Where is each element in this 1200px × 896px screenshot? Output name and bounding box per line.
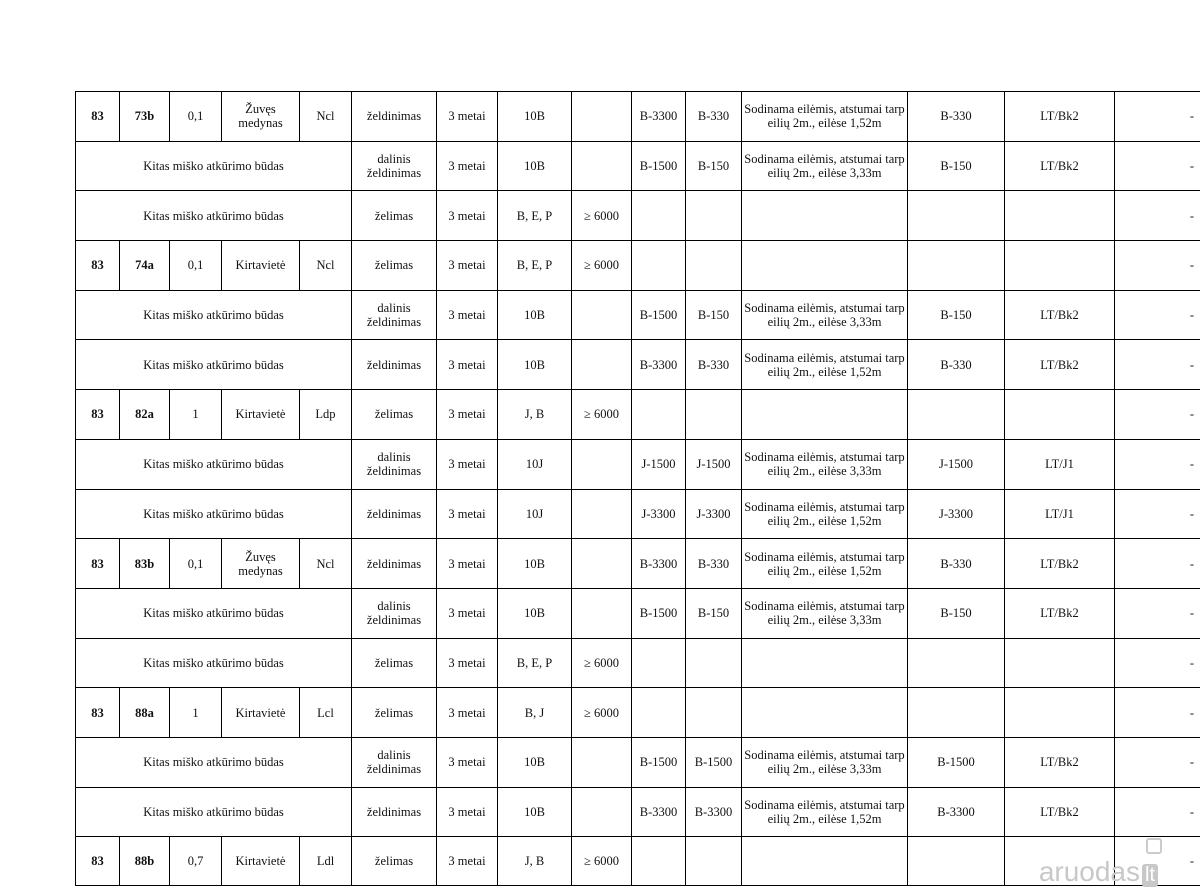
cell-m: želimas	[351, 390, 436, 439]
cell-x: -	[1114, 340, 1200, 389]
cell-note	[741, 837, 907, 885]
cell-d	[571, 142, 631, 191]
cell-s1: J-1500	[631, 440, 685, 489]
table-row-alternative	[75, 588, 1200, 638]
cell-t: 3 metai	[436, 539, 497, 588]
table-row	[75, 91, 1200, 141]
cell-s1	[631, 688, 685, 737]
watermark-icon	[1146, 838, 1162, 854]
cell-cat: Lcl	[299, 688, 351, 737]
cell-a: 0,7	[169, 837, 221, 885]
cell-t: 3 metai	[436, 738, 497, 787]
cell-alt-label: Kitas miško atkūrimo būdas	[75, 639, 351, 688]
cell-x: -	[1114, 241, 1200, 290]
cell-s2	[685, 191, 741, 240]
cell-code: LT/J1	[1004, 440, 1114, 489]
cell-m: dalinis želdinimas	[351, 738, 436, 787]
cell-m: dalinis želdinimas	[351, 589, 436, 638]
cell-s3: J-1500	[907, 440, 1004, 489]
cell-note: Sodinama eilėmis, atstumai tarp eilių 2m., eilėse 1,52m	[741, 788, 907, 837]
cell-code	[1004, 390, 1114, 439]
cell-code	[1004, 688, 1114, 737]
cell-x: -	[1114, 390, 1200, 439]
table-row	[75, 538, 1200, 588]
cell-x: -	[1114, 738, 1200, 787]
cell-d: ≥ 6000	[571, 390, 631, 439]
cell-s1: B-1500	[631, 589, 685, 638]
cell-s3: B-330	[907, 92, 1004, 141]
cell-s2	[685, 639, 741, 688]
cell-m: želimas	[351, 639, 436, 688]
cell-m: želdinimas	[351, 490, 436, 539]
cell-d	[571, 92, 631, 141]
cell-d	[571, 589, 631, 638]
cell-s2	[685, 241, 741, 290]
cell-alt-label: Kitas miško atkūrimo būdas	[75, 291, 351, 340]
table-row-alternative	[75, 290, 1200, 340]
table-row	[75, 240, 1200, 290]
cell-x: -	[1114, 490, 1200, 539]
cell-s3	[907, 390, 1004, 439]
cell-t: 3 metai	[436, 837, 497, 885]
cell-s3	[907, 688, 1004, 737]
cell-note	[741, 688, 907, 737]
cell-code: LT/Bk2	[1004, 788, 1114, 837]
cell-s2: B-150	[685, 291, 741, 340]
cell-d	[571, 340, 631, 389]
cell-q: 83	[75, 92, 119, 141]
cell-m: želdinimas	[351, 539, 436, 588]
cell-m: želdinimas	[351, 92, 436, 141]
cell-d: ≥ 6000	[571, 688, 631, 737]
table-row-alternative	[75, 339, 1200, 389]
cell-d	[571, 738, 631, 787]
cell-s3: B-330	[907, 340, 1004, 389]
cell-d	[571, 788, 631, 837]
cell-a: 0,1	[169, 241, 221, 290]
cell-x: -	[1114, 688, 1200, 737]
cell-code	[1004, 191, 1114, 240]
table-row-alternative	[75, 787, 1200, 837]
cell-alt-label: Kitas miško atkūrimo būdas	[75, 340, 351, 389]
cell-code	[1004, 241, 1114, 290]
cell-s: 73b	[119, 92, 169, 141]
cell-s3	[907, 639, 1004, 688]
table-row-alternative	[75, 489, 1200, 539]
cell-x: -	[1114, 440, 1200, 489]
cell-s: 82a	[119, 390, 169, 439]
cell-s2: B-150	[685, 142, 741, 191]
cell-sp: J, B	[497, 837, 571, 885]
cell-d: ≥ 6000	[571, 639, 631, 688]
cell-t: 3 metai	[436, 688, 497, 737]
cell-x: -	[1114, 539, 1200, 588]
cell-t: 3 metai	[436, 788, 497, 837]
cell-s: 88a	[119, 688, 169, 737]
cell-m: želimas	[351, 191, 436, 240]
cell-cat: Ncl	[299, 92, 351, 141]
cell-s1: B-3300	[631, 92, 685, 141]
cell-s2: J-3300	[685, 490, 741, 539]
cell-cat: Ncl	[299, 241, 351, 290]
cell-alt-label: Kitas miško atkūrimo būdas	[75, 142, 351, 191]
cell-m: želimas	[351, 688, 436, 737]
cell-m: želdinimas	[351, 340, 436, 389]
cell-d	[571, 291, 631, 340]
cell-note: Sodinama eilėmis, atstumai tarp eilių 2m., eilėse 3,33m	[741, 589, 907, 638]
cell-alt-label: Kitas miško atkūrimo būdas	[75, 490, 351, 539]
cell-code	[1004, 639, 1114, 688]
cell-sp: 10B	[497, 142, 571, 191]
table-row	[75, 687, 1200, 737]
cell-d: ≥ 6000	[571, 191, 631, 240]
cell-x: -	[1114, 837, 1200, 885]
cell-alt-label: Kitas miško atkūrimo būdas	[75, 738, 351, 787]
cell-x: -	[1114, 191, 1200, 240]
cell-s3: B-150	[907, 142, 1004, 191]
cell-s2: B-150	[685, 589, 741, 638]
cell-s2: B-330	[685, 539, 741, 588]
cell-note: Sodinama eilėmis, atstumai tarp eilių 2m., eilėse 3,33m	[741, 738, 907, 787]
table-row-alternative	[75, 439, 1200, 489]
cell-sp: 10B	[497, 291, 571, 340]
cell-sp: B, E, P	[497, 191, 571, 240]
table-row-alternative	[75, 737, 1200, 787]
cell-s1: B-1500	[631, 291, 685, 340]
cell-x: -	[1114, 589, 1200, 638]
cell-m: dalinis želdinimas	[351, 291, 436, 340]
cell-d	[571, 539, 631, 588]
cell-s: 74a	[119, 241, 169, 290]
cell-x: -	[1114, 639, 1200, 688]
cell-s3	[907, 191, 1004, 240]
cell-s3: B-330	[907, 539, 1004, 588]
cell-s1	[631, 390, 685, 439]
cell-q: 83	[75, 539, 119, 588]
cell-s: 88b	[119, 837, 169, 885]
cell-sp: 10B	[497, 788, 571, 837]
cell-cat: Ldp	[299, 390, 351, 439]
cell-s3: B-3300	[907, 788, 1004, 837]
cell-t: 3 metai	[436, 291, 497, 340]
cell-s1: B-1500	[631, 142, 685, 191]
cell-sp: B, J	[497, 688, 571, 737]
cell-sp: 10J	[497, 440, 571, 489]
cell-s3: J-3300	[907, 490, 1004, 539]
cell-alt-label: Kitas miško atkūrimo būdas	[75, 440, 351, 489]
cell-s1: B-3300	[631, 340, 685, 389]
cell-m: želimas	[351, 241, 436, 290]
cell-code: LT/J1	[1004, 490, 1114, 539]
cell-s3	[907, 241, 1004, 290]
cell-s2: B-3300	[685, 788, 741, 837]
cell-d	[571, 440, 631, 489]
cell-s1: B-3300	[631, 539, 685, 588]
table-row-alternative	[75, 190, 1200, 240]
cell-q: 83	[75, 688, 119, 737]
cell-a: 1	[169, 688, 221, 737]
cell-land: Kirtavietė	[221, 837, 299, 885]
cell-t: 3 metai	[436, 241, 497, 290]
cell-m: želdinimas	[351, 788, 436, 837]
cell-s2	[685, 688, 741, 737]
cell-s2: J-1500	[685, 440, 741, 489]
cell-t: 3 metai	[436, 639, 497, 688]
cell-s1	[631, 639, 685, 688]
cell-s2	[685, 390, 741, 439]
cell-note: Sodinama eilėmis, atstumai tarp eilių 2m., eilėse 1,52m	[741, 490, 907, 539]
cell-s2: B-330	[685, 92, 741, 141]
cell-a: 0,1	[169, 539, 221, 588]
cell-cat: Ldl	[299, 837, 351, 885]
cell-s: 83b	[119, 539, 169, 588]
cell-alt-label: Kitas miško atkūrimo būdas	[75, 191, 351, 240]
cell-note	[741, 191, 907, 240]
cell-d	[571, 490, 631, 539]
cell-s1: B-3300	[631, 788, 685, 837]
cell-cat: Ncl	[299, 539, 351, 588]
cell-land: Žuvęs medynas	[221, 92, 299, 141]
cell-alt-label: Kitas miško atkūrimo būdas	[75, 788, 351, 837]
table-row	[75, 836, 1200, 886]
cell-s3	[907, 837, 1004, 885]
cell-s2: B-330	[685, 340, 741, 389]
cell-s1	[631, 241, 685, 290]
cell-a: 1	[169, 390, 221, 439]
cell-sp: 10B	[497, 738, 571, 787]
forest-restoration-table	[75, 91, 1200, 886]
cell-code: LT/Bk2	[1004, 92, 1114, 141]
cell-t: 3 metai	[436, 440, 497, 489]
cell-land: Kirtavietė	[221, 241, 299, 290]
cell-x: -	[1114, 788, 1200, 837]
cell-s2	[685, 837, 741, 885]
cell-sp: 10B	[497, 340, 571, 389]
cell-sp: B, E, P	[497, 241, 571, 290]
cell-land: Kirtavietė	[221, 390, 299, 439]
table-row-alternative	[75, 141, 1200, 191]
cell-t: 3 metai	[436, 142, 497, 191]
cell-q: 83	[75, 390, 119, 439]
cell-code: LT/Bk2	[1004, 738, 1114, 787]
cell-sp: 10B	[497, 92, 571, 141]
cell-s2: B-1500	[685, 738, 741, 787]
cell-note: Sodinama eilėmis, atstumai tarp eilių 2m., eilėse 3,33m	[741, 291, 907, 340]
cell-x: -	[1114, 291, 1200, 340]
cell-sp: J, B	[497, 390, 571, 439]
cell-t: 3 metai	[436, 390, 497, 439]
cell-code: LT/Bk2	[1004, 340, 1114, 389]
cell-note: Sodinama eilėmis, atstumai tarp eilių 2m., eilėse 3,33m	[741, 440, 907, 489]
cell-sp: 10B	[497, 589, 571, 638]
cell-m: dalinis želdinimas	[351, 142, 436, 191]
cell-land: Žuvęs medynas	[221, 539, 299, 588]
cell-q: 83	[75, 241, 119, 290]
cell-note	[741, 390, 907, 439]
cell-code: LT/Bk2	[1004, 291, 1114, 340]
cell-t: 3 metai	[436, 490, 497, 539]
cell-s3: B-1500	[907, 738, 1004, 787]
cell-code: LT/Bk2	[1004, 142, 1114, 191]
cell-t: 3 metai	[436, 340, 497, 389]
cell-s1	[631, 191, 685, 240]
cell-s1	[631, 837, 685, 885]
watermark-logo: aruodas lt	[1039, 856, 1158, 888]
cell-d: ≥ 6000	[571, 241, 631, 290]
cell-note: Sodinama eilėmis, atstumai tarp eilių 2m., eilėse 1,52m	[741, 340, 907, 389]
cell-a: 0,1	[169, 92, 221, 141]
cell-m: dalinis želdinimas	[351, 440, 436, 489]
cell-s1: J-3300	[631, 490, 685, 539]
cell-t: 3 metai	[436, 191, 497, 240]
cell-code: LT/Bk2	[1004, 539, 1114, 588]
cell-s3: B-150	[907, 589, 1004, 638]
cell-sp: B, E, P	[497, 639, 571, 688]
cell-s1: B-1500	[631, 738, 685, 787]
cell-note	[741, 639, 907, 688]
cell-alt-label: Kitas miško atkūrimo būdas	[75, 589, 351, 638]
cell-code: LT/Bk2	[1004, 589, 1114, 638]
cell-note: Sodinama eilėmis, atstumai tarp eilių 2m., eilėse 1,52m	[741, 539, 907, 588]
cell-t: 3 metai	[436, 92, 497, 141]
cell-land: Kirtavietė	[221, 688, 299, 737]
table-row	[75, 389, 1200, 439]
cell-x: -	[1114, 92, 1200, 141]
table-row-alternative	[75, 638, 1200, 688]
cell-s3: B-150	[907, 291, 1004, 340]
cell-note	[741, 241, 907, 290]
cell-t: 3 metai	[436, 589, 497, 638]
cell-q: 83	[75, 837, 119, 885]
cell-x: -	[1114, 142, 1200, 191]
cell-note: Sodinama eilėmis, atstumai tarp eilių 2m., eilėse 3,33m	[741, 142, 907, 191]
cell-note: Sodinama eilėmis, atstumai tarp eilių 2m., eilėse 1,52m	[741, 92, 907, 141]
cell-sp: 10B	[497, 539, 571, 588]
cell-m: želimas	[351, 837, 436, 885]
cell-sp: 10J	[497, 490, 571, 539]
cell-d: ≥ 6000	[571, 837, 631, 885]
